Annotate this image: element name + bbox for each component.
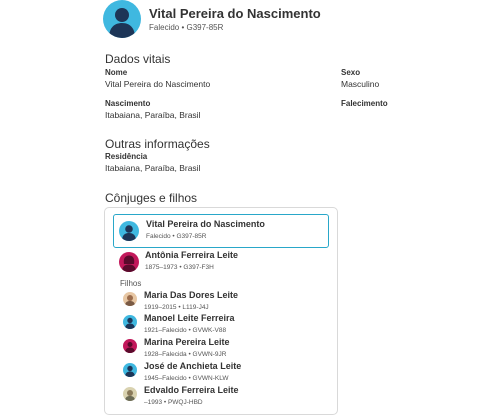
children-label: Filhos [120,279,142,288]
child-meta: 1921–Falecido • GVWK-V88 [144,327,227,334]
male-silhouette-icon [123,315,137,329]
child-photo-icon [123,387,137,401]
husband-meta: Falecido • G397-85R [146,233,207,240]
male-silhouette-icon [119,221,139,241]
husband-name: Vital Pereira do Nascimento [146,219,265,229]
wife-name: Antônia Ferreira Leite [145,250,239,260]
child-item[interactable] [120,337,330,359]
sex-label: Sexo [341,68,361,77]
wife-avatar [119,252,139,272]
child-name: José de Anchieta Leite [144,361,242,371]
husband-avatar [119,221,139,241]
child-item[interactable] [120,361,330,383]
child-name: Marina Pereira Leite [144,337,230,347]
child-meta: 1919–2015 • L119-J4J [144,304,209,311]
child-meta: 1945–Falecido • GVWN-KLW [144,375,229,382]
name-value: Vital Pereira do Nascimento [105,79,211,89]
family-title: Cônjuges e filhos [105,191,198,205]
child-meta: 1928–Falecida • GVWN-9JR [144,351,227,358]
child-item[interactable] [120,313,330,335]
child-item[interactable] [120,385,330,407]
child-item[interactable] [120,290,330,312]
child-name: Manoel Leite Ferreira [144,313,235,323]
male-silhouette-icon [103,0,141,38]
other-info-title: Outras informações [105,137,210,151]
female-silhouette-icon [119,252,139,272]
wife-card[interactable] [113,249,327,275]
husband-card[interactable] [113,214,329,248]
sex-value: Masculino [341,79,380,89]
person-name: Vital Pereira do Nascimento [149,6,321,21]
residence-label: Residência [105,152,148,161]
vitals-title: Dados vitais [105,52,171,66]
child-name: Maria Das Dores Leite [144,290,239,300]
person-meta: Falecido • G397-85R [149,23,224,32]
child-name: Edvaldo Ferreira Leite [144,385,239,395]
wife-meta: 1875–1973 • G397-F3H [145,264,214,271]
death-label: Falecimento [341,99,388,108]
female-silhouette-icon [123,339,137,353]
residence-value: Itabaiana, Paraíba, Brasil [105,163,201,173]
name-label: Nome [105,68,128,77]
birth-label: Nascimento [105,99,151,108]
child-photo-icon [123,292,137,306]
person-avatar [103,0,141,38]
child-meta: –1993 • PWQJ-HBD [144,399,203,406]
male-silhouette-icon [123,363,137,377]
birth-value: Itabaiana, Paraíba, Brasil [105,110,201,120]
